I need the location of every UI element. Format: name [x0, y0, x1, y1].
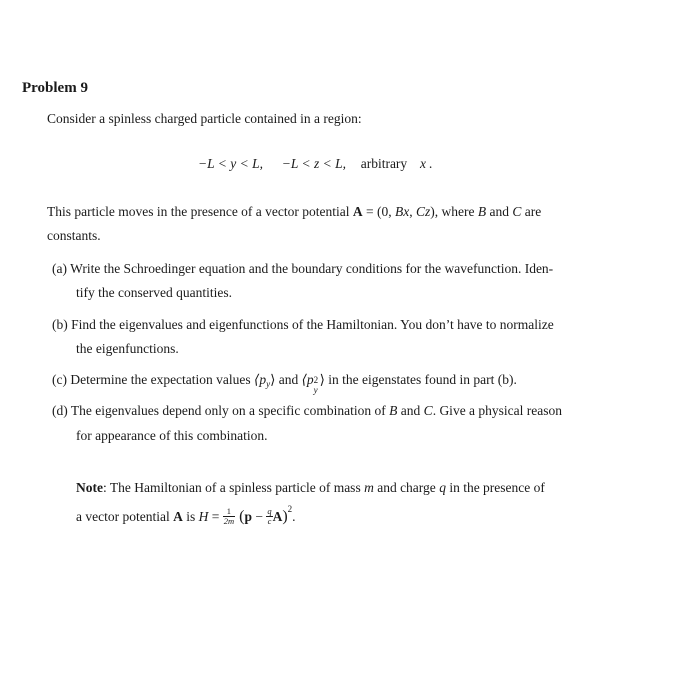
part-a-line-1: [52, 262, 553, 276]
bx-term: Bx: [395, 204, 410, 219]
charge-symbol: q: [439, 480, 446, 495]
part-a-line-2: tify the conserved quantities.: [76, 285, 232, 300]
frac1-numerator: 1: [223, 507, 235, 517]
part-b-label: (b): [52, 317, 68, 332]
and-text: and: [486, 204, 513, 219]
part-c-line-1: [52, 372, 517, 395]
note-label: Note: [76, 480, 103, 495]
part-d-b: B: [389, 403, 398, 418]
note-end-text: in the presence of: [449, 480, 545, 495]
are-text: are: [521, 204, 542, 219]
fraction-q-over-c: [266, 507, 272, 525]
part-b-line-2: the eigenfunctions.: [76, 341, 179, 356]
part-d-line-2: for appearance of this combination.: [76, 428, 268, 443]
momentum-p: p: [244, 509, 252, 525]
cz-term: Cz: [416, 204, 431, 219]
note-vector-a: A: [173, 509, 183, 525]
z-bound: −L < z < L,: [281, 156, 346, 171]
note-text: : The Hamiltonian of a spinless particle of mass: [103, 480, 361, 495]
part-c-end: in the eigenstates found in part (b).: [328, 372, 517, 387]
potential-text: This particle moves in the presence of a vector potential: [47, 204, 350, 219]
minus-sign: −: [251, 509, 267, 525]
potential-line-2: constants.: [47, 228, 101, 243]
part-b-text: Find the eigenvalues and eigenfunctions of the Hamiltonian. You don’t have to normalize: [71, 317, 554, 332]
square-exponent: 2: [287, 504, 293, 515]
equals-text: = (0,: [362, 204, 395, 219]
note-line-1: [76, 481, 545, 495]
mass-symbol: m: [364, 480, 374, 495]
py-subscript: y: [266, 379, 271, 389]
and-charge-text: and charge: [377, 480, 436, 495]
note-line2-text: a vector potential: [76, 509, 170, 525]
open-paren: (: [235, 508, 245, 526]
frac1-denominator: 2m: [223, 515, 235, 526]
py2-superscript: 2: [313, 375, 319, 385]
expectation-py: [254, 372, 275, 387]
part-d-and: and: [400, 403, 421, 418]
x-variable: x .: [419, 156, 433, 171]
b-symbol: B: [477, 204, 487, 219]
py2-open: ⟨p: [301, 372, 314, 387]
py2-subscript: y: [313, 385, 318, 395]
close-paren-2: ): [282, 508, 288, 526]
part-c-and: and: [278, 372, 299, 387]
intro-text: Consider a spinless charged particle contained in a region:: [47, 111, 362, 126]
part-b-line-1: [52, 318, 554, 332]
fraction-one-over-2m: [223, 507, 235, 525]
part-a-label: (a): [52, 261, 67, 276]
potential-line-1: [47, 205, 541, 219]
period: .: [292, 509, 296, 525]
y-bound: −L < y < L,: [198, 156, 263, 171]
part-d-c: C: [423, 403, 433, 418]
py-open: ⟨p: [254, 372, 267, 387]
comma-text: ,: [409, 204, 416, 219]
frac2-denominator: c: [267, 515, 272, 526]
vector-a: A: [352, 204, 363, 219]
part-d-line-1: [52, 404, 562, 418]
part-d-label: (d): [52, 403, 68, 418]
problem-title: Problem 9: [22, 80, 88, 96]
equals-sign: =: [208, 509, 223, 525]
hamiltonian-symbol: H: [198, 509, 209, 525]
py-close: ⟩: [270, 372, 276, 387]
frac2-numerator: q: [267, 506, 272, 516]
expectation-py2: [301, 372, 325, 395]
part-c-label: (c): [52, 372, 67, 387]
note-line-2: [76, 504, 296, 527]
part-d-text: The eigenvalues depend only on a specific combination of: [70, 403, 386, 418]
py2-close: ⟩: [319, 372, 325, 387]
part-d-end: . Give a physical reason: [432, 403, 563, 418]
is-text: is: [186, 509, 196, 525]
where-text: where: [438, 204, 478, 219]
part-a-text: Write the Schroedinger equation and the boundary conditions for the wavefunction. Iden-: [70, 261, 554, 276]
region-equation: [198, 157, 433, 171]
note-vector-a-2: A: [272, 509, 283, 525]
c-symbol: C: [512, 204, 522, 219]
arbitrary-word: arbitrary: [360, 156, 408, 171]
part-c-text: Determine the expectation values: [70, 372, 251, 387]
close-paren: ),: [430, 204, 439, 219]
